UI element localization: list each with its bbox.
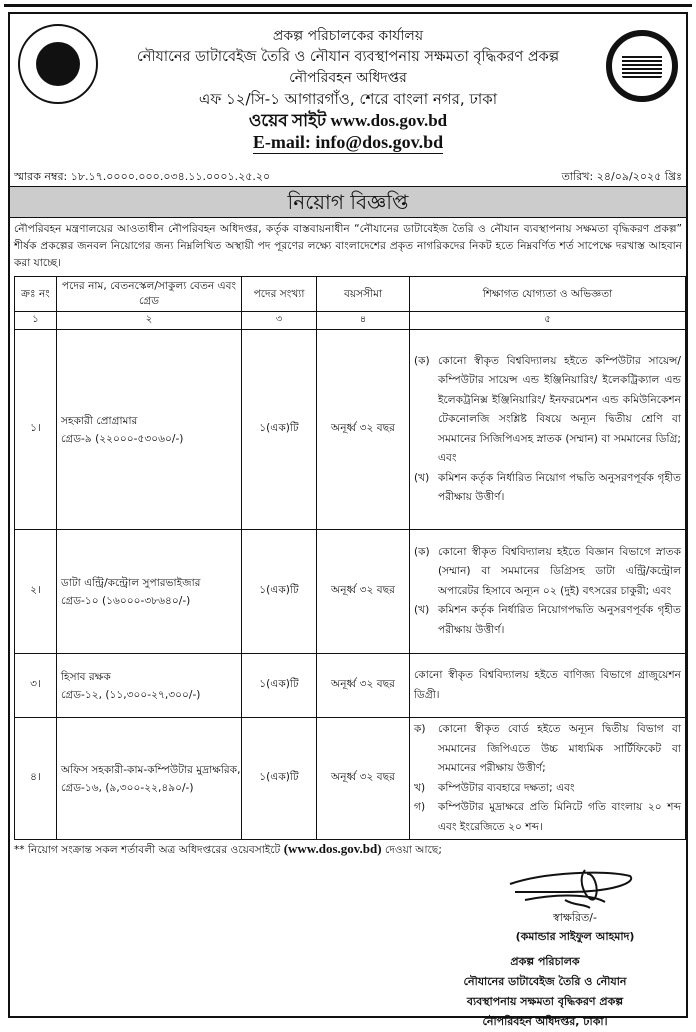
item-text: কমিশন কর্তৃক নির্ধারিত নিয়োগ পদ্ধতি অনুসরণপূর্বক গৃহীত পরীক্ষায় উত্তীর্ণ। — [438, 471, 681, 503]
col-number: ২ — [57, 312, 242, 330]
department-name: নৌপরিবহন অধিদপ্তর — [289, 70, 407, 86]
post-cell — [57, 718, 242, 840]
designation-line: ব্যবস্থাপনায় সক্ষমতা বৃদ্ধিকরণ প্রকল্প — [466, 995, 624, 1008]
item-marker: (ক) — [414, 354, 430, 367]
item-marker: (ক) — [414, 545, 430, 558]
signatory-name: (কমান্ডার সাইফুল আহমাদ) — [515, 930, 635, 943]
post-count: ১(এক)টি — [242, 330, 317, 530]
qualification-item — [414, 798, 681, 837]
vacancy-table — [14, 276, 686, 840]
item-text: কম্পিউটার মুদ্রাক্ষরে প্রতি মিনিটে গতি বাংলায় ২০ শব্দ এবং ইংরেজিতে ২০ শব্দ। — [438, 801, 681, 833]
post-grade: গ্রেড-১০ (১৬০০০-৩৮৬৪০/-) — [61, 594, 191, 607]
post-grade: গ্রেড-৯ (২২০০০-৫৩০৬০/-) — [61, 432, 184, 445]
department-logo — [606, 30, 678, 102]
post-cell — [57, 654, 242, 718]
post-cell — [57, 330, 242, 530]
age-limit: অনূর্ধ্ব ৩২ বছর — [317, 330, 410, 530]
serial: ৪। — [15, 718, 57, 840]
age-limit: অনূর্ধ্ব ৩২ বছর — [317, 718, 410, 840]
qualification-cell — [410, 530, 686, 654]
qualification-item — [414, 666, 681, 705]
designation-line: প্রকল্প পরিচালক — [510, 955, 580, 968]
qualification-item — [414, 601, 681, 640]
memo-date: তারিখ: ২৪/০৯/২০২৫ খ্রিঃ — [561, 170, 682, 183]
item-marker: ক) — [414, 723, 426, 735]
item-marker: (খ) — [414, 471, 430, 484]
item-text: কোনো স্বীকৃত বোর্ড হইতে অন্যূন দ্বিতীয় বিভাগ বা সমমানের জিপিএতে উচ্চ মাধ্যমিক সার্টিফিকেট বা সমমানের পরীক্ষায় উত্তীর্ণ; — [438, 723, 681, 774]
footnote — [14, 841, 442, 860]
office-name: প্রকল্প পরিচালকের কার্যালয় — [272, 28, 424, 44]
header-post: পদের নাম, বেতনস্কেল/সাকুল্য বেতন এবং গ্রেড — [57, 277, 242, 312]
post-name: অফিস সহকারী-কাম-কম্পিউটার মুদ্রাক্ষরিক, — [61, 763, 241, 776]
post-count: ১(এক)টি — [242, 530, 317, 654]
qualification-item — [414, 469, 681, 508]
item-text: কম্পিউটার ব্যবহারে দক্ষতা; এবং — [438, 781, 575, 794]
intro-paragraph: নৌপরিবহন মন্ত্রণালয়ের আওতাধীন নৌপরিবহন অধিদপ্তর, কর্তৃক বাস্তবায়নাধীন “নৌযানের ডাটাবেইজ তৈরি ও নৌযান ব্যবস্থাপনায় সক্ষমতা বৃদ্ধিকরণ প্রকল্প” শীর্ষক প্রকল্পের জনবল নিয়োগের জন্য নিম্নলিখিত অস্থায়ী পদ পূরণের লক্ষ্যে বাংলাদেশের প্রকৃত নাগরিকদের নিকট হতে নিম্নবর্ণিত শর্ত সাপেক্ষে দরখাস্ত আহবান করা যাচ্ছে। — [14, 223, 682, 269]
col-number: ৪ — [317, 312, 410, 330]
table-row — [15, 330, 686, 530]
serial: ১। — [15, 330, 57, 530]
signed-label: স্বাক্ষরিত/- — [553, 911, 597, 924]
item-marker: (খ) — [414, 604, 430, 617]
post-grade: গ্রেড-১২, (১১,৩০০-২৭,৩০০/-) — [61, 688, 201, 701]
post-cell — [57, 530, 242, 654]
item-marker: খ) — [414, 781, 426, 794]
letterhead — [100, 26, 596, 154]
age-limit: অনূর্ধ্ব ৩২ বছর — [317, 530, 410, 654]
address: এফ ১২/সি-১ আগারগাঁও, শেরে বাংলা নগর, ঢাকা — [198, 90, 498, 108]
item-text: কোনো স্বীকৃত বিশ্ববিদ্যালয় হইতে বাণিজ্য বিভাগে গ্রাজুয়েশন ডিগ্রী। — [414, 669, 681, 701]
project-name: নৌযানের ডাটাবেইজ তৈরি ও নৌযান ব্যবস্থাপনায় সক্ষমতা বৃদ্ধিকরণ প্রকল্প — [136, 49, 560, 65]
qualification-cell — [410, 718, 686, 840]
qualification-cell — [410, 330, 686, 530]
header-age: বয়সসীমা — [317, 277, 410, 312]
email[interactable]: E-mail: info@dos.gov.bd — [252, 132, 444, 152]
col-number: ৫ — [410, 312, 686, 330]
column-number-row — [15, 312, 686, 330]
table-row — [15, 654, 686, 718]
item-text: কোনো স্বীকৃত বিশ্ববিদ্যালয় হইতে বিজ্ঞান বিভাগে স্নাতক (সম্মান) বা সমমানের ডিগ্রিসহ ডাটা এন্ট্রি/কন্ট্রোল অপারেটর হিসাবে অন্যূন ০২ (দুই) বৎসরের চাকুরী; এবং — [438, 545, 681, 597]
table-header-row — [15, 277, 686, 312]
designation-line: নৌযানের ডাটাবেইজ তৈরি ও নৌযান — [463, 975, 627, 988]
qualification-item — [414, 720, 681, 779]
serial: ৩। — [15, 654, 57, 718]
post-count: ১(এক)টি — [242, 718, 317, 840]
designation-line: নৌপরিবহন অধিদপ্তর, ঢাকা। — [482, 1015, 608, 1028]
memo-number: স্মারক নম্বর: ১৮.১৭.০০০০.০০০.০৩৪.১১.০০০১.২৫.২০ — [14, 170, 271, 183]
top-rule — [4, 4, 692, 7]
age-limit: অনূর্ধ্ব ৩২ বছর — [317, 654, 410, 718]
item-marker: গ) — [414, 801, 426, 813]
table-row — [15, 718, 686, 840]
footnote-link[interactable]: (www.dos.gov.bd) — [283, 841, 382, 856]
header-qualification: শিক্ষাগত যোগ্যতা ও অভিজ্ঞতা — [410, 277, 686, 312]
notice-title: নিয়োগ বিজ্ঞপ্তি — [10, 186, 686, 218]
memo-line — [14, 168, 682, 187]
item-text: কোনো স্বীকৃত বিশ্ববিদ্যালয় হইতে কম্পিউটার সায়েন্স/ কম্পিউটার সায়েন্স এন্ড ইঞ্জিনিয়ারিং/ ইলেকট্রিক্যাল এন্ড ইলেকট্রনিক্স ইঞ্জিনিয়ারিং/ ইনফরমেশন এন্ড কমিউনিকেশন টেকনোলজি সংশ্লিষ্ট বিষয়ে অন্যূন দ্বিতীয় শ্রেণি বা সমমানের সিজিপিএসহ স্নাতক (সম্মান) বা সমমানের ডিগ্রি; এবং — [438, 354, 681, 464]
government-seal-logo — [18, 24, 98, 104]
post-grade: গ্রেড-১৬, (৯,৩০০-২২,৪৯০/-) — [61, 781, 194, 794]
footnote-text-end: দেওয়া আছে; — [381, 844, 442, 856]
post-count: ১(এক)টি — [242, 654, 317, 718]
serial: ২। — [15, 530, 57, 654]
table-row — [15, 530, 686, 654]
post-name: হিসাব রক্ষক — [61, 670, 111, 683]
post-name: ডাটা এন্ট্রি/কন্ট্রোল সুপারভাইজার — [61, 576, 201, 589]
qualification-item — [414, 779, 681, 799]
header-sl: ক্রঃ নং — [15, 277, 57, 312]
footnote-text: ** নিয়োগ সংক্রান্ত সকল শর্তাবলী অত্র অধিদপ্তরের ওয়েবসাইটে — [14, 844, 284, 856]
signature-image — [505, 862, 635, 910]
qualification-item — [414, 352, 681, 469]
qualification-cell — [410, 654, 686, 718]
col-number: ১ — [15, 312, 57, 330]
post-name: সহকারী প্রোগ্রামার — [61, 414, 138, 427]
qualification-item — [414, 543, 681, 602]
item-text: কমিশন কর্তৃক নির্ধারিত নিয়োগপদ্ধতি অনুসরণপূর্বক গৃহীত পরীক্ষায় উত্তীর্ণ। — [438, 604, 681, 636]
designation-block — [420, 952, 670, 1032]
notice-frame — [8, 12, 688, 1028]
col-number: ৩ — [242, 312, 317, 330]
header-count: পদের সংখ্যা — [242, 277, 317, 312]
website[interactable]: ওয়েব সাইট www.dos.gov.bd — [248, 111, 448, 130]
